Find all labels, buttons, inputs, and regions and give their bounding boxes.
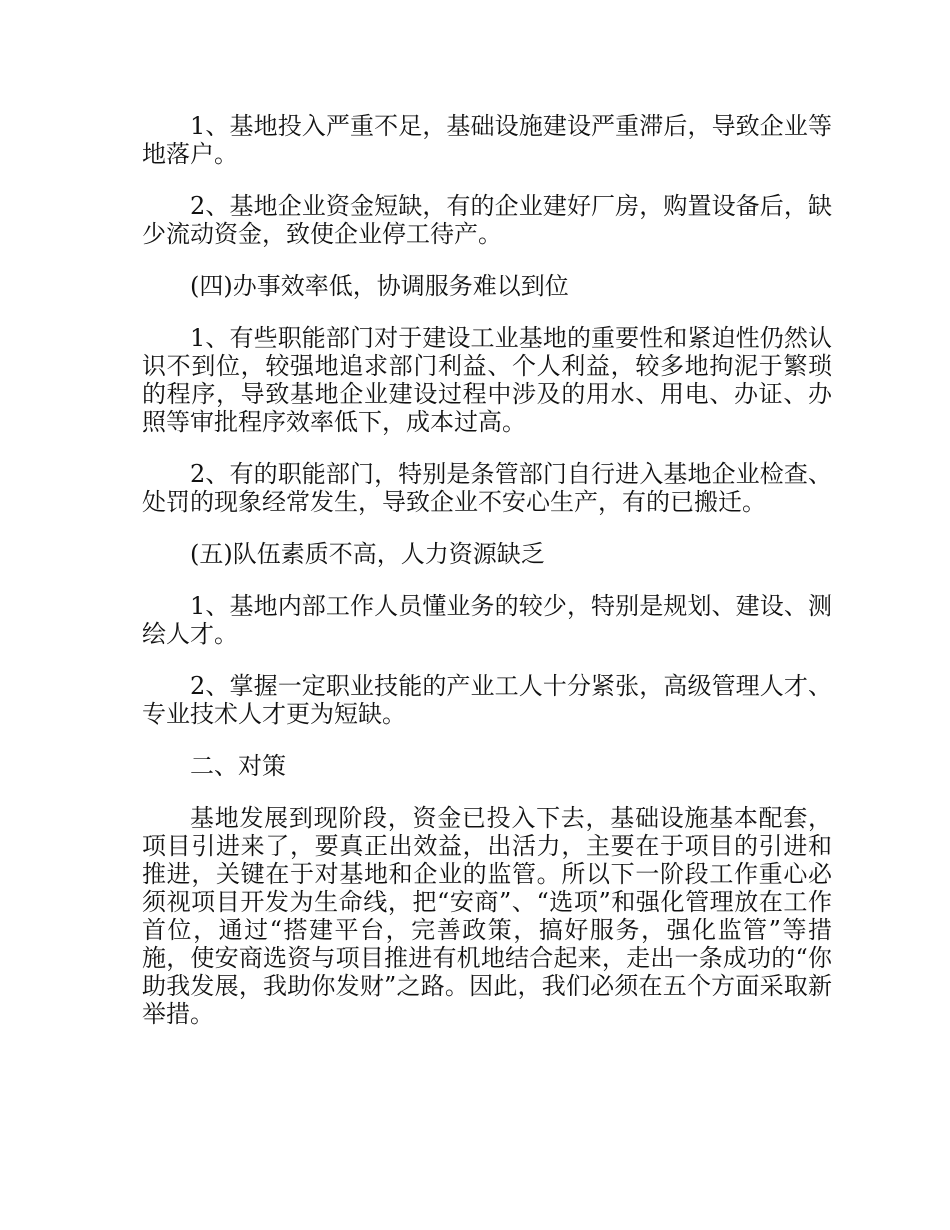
- paragraph-efficiency-departments: 1、有些职能部门对于建设工业基地的重要性和紧迫性仍然认识不到位，较强地追求部门利益、个人利益，较多地拘泥于繁琐的程序，导致基地企业建设过程中涉及的用水、用电、办证、办照等审批程序效率低下，成本过高。: [142, 324, 832, 436]
- section-heading-workforce: (五)队伍素质不高，人力资源缺乏: [190, 540, 545, 568]
- paragraph-problem-investment: 1、基地投入严重不足，基础设施建设严重滞后，导致企业等地落户。: [142, 112, 832, 168]
- paragraph-countermeasures-body: 基地发展到现阶段，资金已投入下去，基础设施基本配套，项目引进来了，要真正出效益，出活力，主要在于项目的引进和推进，关键在于对基地和企业的监管。所以下一阶段工作重心必须视项目开发为生命线，把“安商”、“选项”和强化管理放在工作首位，通过“搭建平台，完善政策，搞好服务，强化监管”等措施，使安商选资与项目推进有机地结合起来，走出一条成功的“你助我发展，我助你发财”之路。因此，我们必须在五个方面采取新举措。: [142, 804, 832, 1028]
- paragraph-efficiency-inspections: 2、有的职能部门，特别是条管部门自行进入基地企业检查、处罚的现象经常发生，导致企业不安心生产，有的已搬迁。: [142, 460, 832, 516]
- section-heading-countermeasures: 二、对策: [190, 752, 286, 780]
- document-page: [142, 112, 832, 1052]
- paragraph-workforce-staff: 1、基地内部工作人员懂业务的较少，特别是规划、建设、测绘人才。: [142, 592, 832, 648]
- paragraph-problem-funding: 2、基地企业资金短缺，有的企业建好厂房，购置设备后，缺少流动资金，致使企业停工待产。: [142, 192, 832, 248]
- paragraph-workforce-skills: 2、掌握一定职业技能的产业工人十分紧张，高级管理人才、专业技术人才更为短缺。: [142, 672, 832, 728]
- section-heading-efficiency: (四)办事效率低，协调服务难以到位: [190, 272, 569, 300]
